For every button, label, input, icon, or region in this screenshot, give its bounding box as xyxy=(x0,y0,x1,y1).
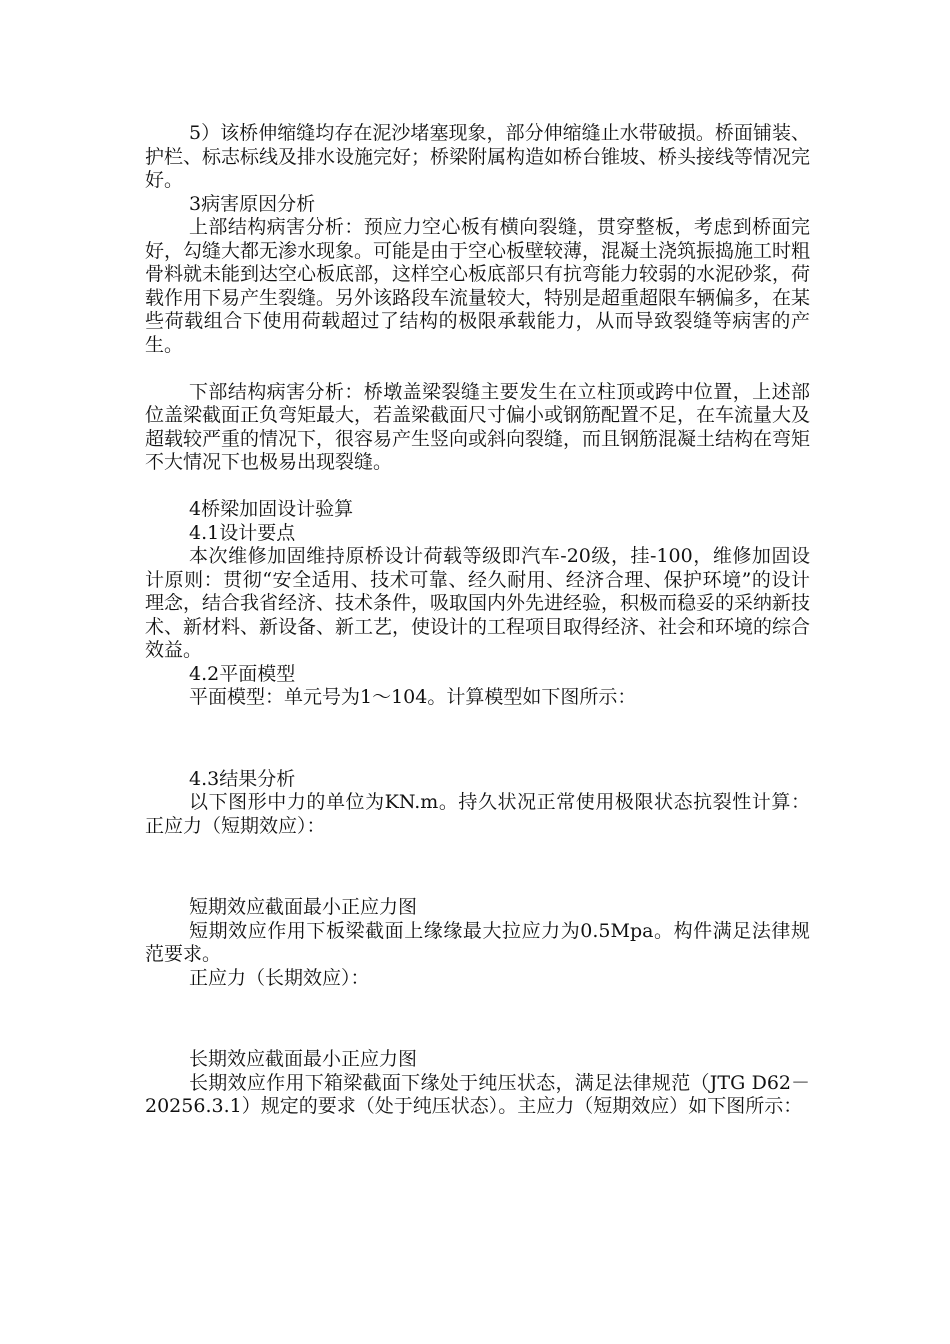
heading-design-points: 4.1设计要点 xyxy=(189,521,296,544)
paragraph-long-term-stress: 正应力（长期效应）： xyxy=(189,966,370,989)
heading-plane-model: 4.2平面模型 xyxy=(189,662,296,685)
paragraph-expansion-joints: 5）该桥伸缩缝均存在泥沙堵塞现象，部分伸缩缝止水带破损。桥面铺装、护栏、标志标线及排水设施完好；桥梁附属构造如桥台锥坡、桥头接线等情况完好。 xyxy=(145,122,811,191)
figure-placeholder xyxy=(145,990,810,1048)
document-body xyxy=(145,122,810,1119)
figure-placeholder xyxy=(145,710,810,768)
paragraph-superstructure-analysis: 上部结构病害分析：预应力空心板有横向裂缝，贯穿整板，考虑到桥面完好，勾缝大都无渗水现象。可能是由于空心板壁较薄，混凝土浇筑振捣施工时粗骨料就未能到达空心板底部，这样空心板底部只有抗弯能力较弱的水泥砂浆，荷载作用下易产生裂缝。另外该路段车流量较大，特别是超重超限车辆偏多，在某些荷载组合下使用荷载超过了结构的极限承载能力，从而导致裂缝等病害的产生。 xyxy=(145,216,811,356)
heading-result-analysis: 4.3结果分析 xyxy=(189,767,296,790)
figure-placeholder xyxy=(145,838,810,896)
blank-line xyxy=(145,357,810,381)
paragraph-substructure-analysis: 下部结构病害分析：桥墩盖梁裂缝主要发生在立柱顶或跨中位置，上述部位盖梁截面正负弯矩最大，若盖梁截面尺寸偏小或钢筋配置不足，在车流量大及超载较严重的情况下，很容易产生竖向或斜向裂缝，而且钢筋混凝土结构在弯矩不大情况下也极易出现裂缝。 xyxy=(145,380,811,473)
heading-cause-analysis: 3病害原因分析 xyxy=(189,192,316,215)
paragraph-force-units: 以下图形中力的单位为KN.m。持久状况正常使用极限状态抗裂性计算：正应力（短期效应）： xyxy=(145,791,810,837)
blank-line xyxy=(145,475,810,499)
caption-short-term-stress: 短期效应截面最小正应力图 xyxy=(189,896,418,918)
paragraph-long-term-result: 长期效应作用下箱梁截面下缘处于纯压状态，满足法律规范（JTG D62－20256.3.1）规定的要求（处于纯压状态）。主应力（短期效应）如下图所示： xyxy=(145,1071,810,1117)
paragraph-plane-model: 平面模型：单元号为1～104。计算模型如下图所示： xyxy=(189,686,637,708)
paragraph-design-principles: 本次维修加固维持原桥设计荷载等级即汽车-20级，挂-100，维修加固设计原则：贯彻“安全适用、技术可靠、经久耐用、经济合理、保护环境”的设计理念，结合我省经济、技术条件，吸取国内外先进经验，积极而稳妥的采纳新技术、新材料、新设备、新工艺，使设计的工程项目取得经济、社会和环境的综合效益。 xyxy=(145,545,811,661)
heading-reinforcement-design: 4桥梁加固设计验算 xyxy=(189,498,354,520)
paragraph-short-term-result: 短期效应作用下板梁截面上缘缘最大拉应力为0.5Mpa。构件满足法律规范要求。 xyxy=(145,919,810,965)
caption-long-term-stress: 长期效应截面最小正应力图 xyxy=(189,1048,418,1070)
